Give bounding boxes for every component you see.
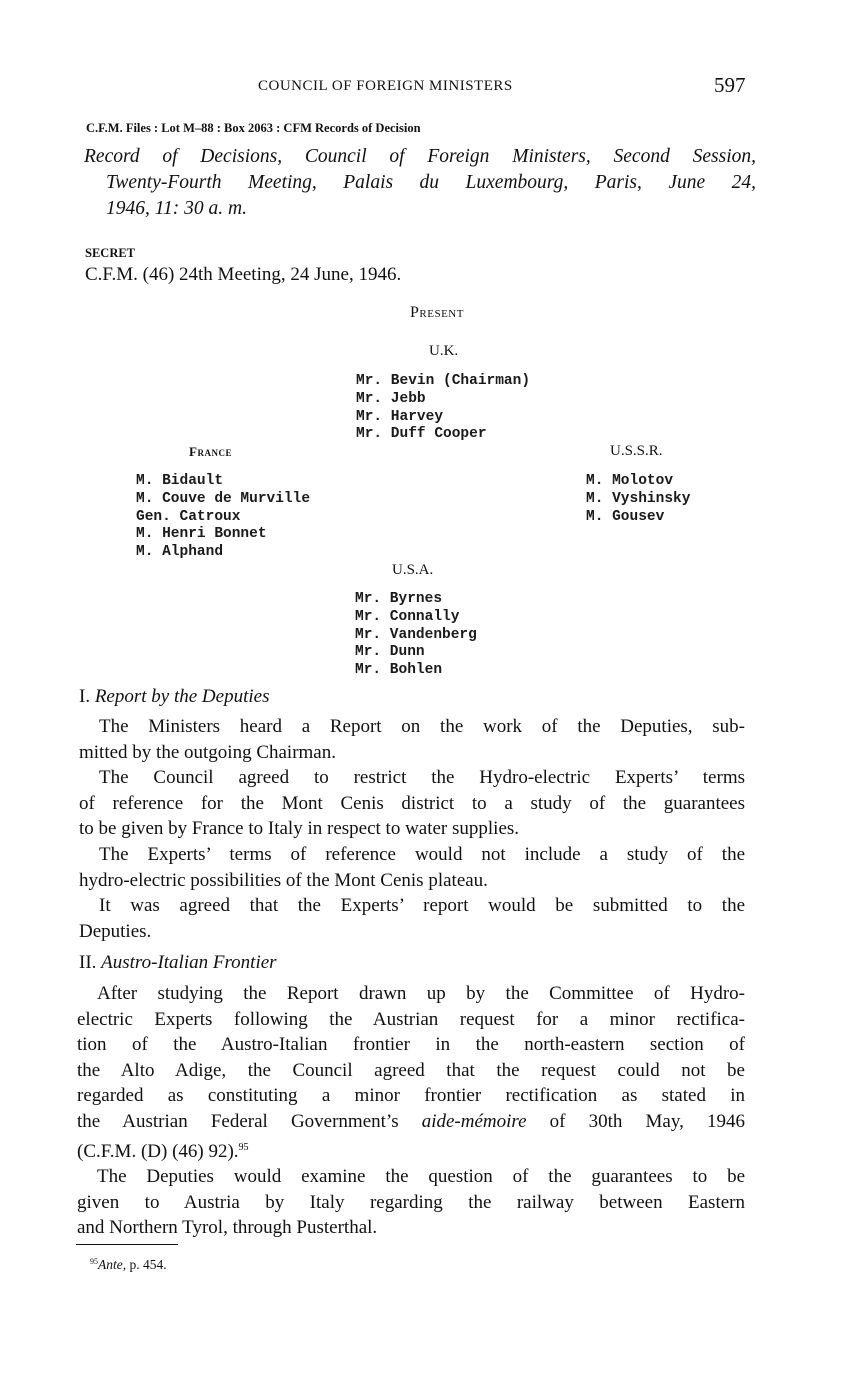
- text-run: of 30th May, 1946: [526, 1110, 745, 1132]
- source-citation: C.F.M. Files : Lot M–88 : Box 2063 : CFM Records of Decision: [86, 121, 421, 135]
- text-line: hydro-electric possibilities of the Mont Cenis plateau.: [79, 869, 488, 891]
- title-line: Record of Decisions, Council of Foreign Ministers, Second Session,: [84, 146, 756, 167]
- paragraph: [79, 714, 745, 765]
- text-line: After studying the Report drawn up by the Committee of Hydro-: [97, 983, 745, 1004]
- delegate-name: M. Couve de Murville: [136, 490, 311, 507]
- uk-members: [356, 373, 530, 444]
- text-line: The Ministers heard a Report on the work of the Deputies, sub-: [99, 716, 745, 737]
- paragraph: [79, 765, 745, 842]
- text-run: (C.F.M. (D) (46) 92).: [77, 1140, 239, 1162]
- text-line: given to Austria by Italy regarding the railway between Eastern: [77, 1191, 745, 1213]
- delegate-name: M. Henri Bonnet: [136, 526, 267, 543]
- uk-heading: U.K.: [429, 343, 459, 359]
- delegate-name: Mr. Connally: [355, 608, 460, 625]
- delegate-name: Mr. Dunn: [355, 644, 425, 661]
- footnote-reference[interactable]: 95: [238, 1141, 249, 1153]
- delegate-name: Mr. Harvey: [356, 408, 444, 425]
- text-line: The Deputies would examine the question of the guarantees to be: [97, 1166, 745, 1188]
- text-line: Deputies.: [79, 920, 152, 942]
- delegate-name: Mr. Duff Cooper: [356, 426, 487, 443]
- text-line: to be given by France to Italy in respect to water supplies.: [79, 818, 520, 840]
- text-line: the Alto Adige, the Council agreed that the request could not be: [77, 1059, 745, 1081]
- delegate-name: Mr. Byrnes: [355, 591, 443, 607]
- section-2-body: [77, 981, 745, 1241]
- section-title: Austro-Italian Frontier: [101, 952, 277, 973]
- text-line: mitted by the outgoing Chairman.: [79, 741, 336, 763]
- france-members: [136, 473, 310, 562]
- text-line: The Council agreed to restrict the Hydro-electric Experts’ terms: [99, 767, 745, 789]
- section-numeral: I.: [79, 686, 91, 707]
- meeting-line: C.F.M. (46) 24th Meeting, 24 June, 1946.: [85, 264, 402, 285]
- delegate-name: M. Alphand: [136, 544, 224, 561]
- paragraph: [79, 893, 745, 944]
- france-heading: France: [189, 444, 232, 459]
- text-line: of reference for the Mont Cenis district to a study of the guarantees: [79, 792, 745, 814]
- document-title: [84, 144, 756, 222]
- title-line: Twenty-Fourth Meeting, Palais du Luxembourg, Paris, June 24,: [106, 172, 756, 193]
- delegate-name: Mr. Vandenberg: [355, 626, 477, 643]
- section-2-heading: [79, 952, 277, 974]
- usa-heading: U.S.A.: [392, 562, 434, 578]
- usa-members: [355, 591, 477, 680]
- delegate-name: M. Vyshinsky: [586, 490, 691, 507]
- section-1-body: [79, 714, 745, 944]
- text-run: the Austrian Federal Government’s: [77, 1110, 422, 1132]
- paragraph: [77, 981, 745, 1164]
- paragraph: [79, 842, 745, 893]
- ussr-members: [586, 473, 690, 526]
- text-line: and Northern Tyrol, through Pusterthal.: [77, 1217, 378, 1239]
- text-line: The Experts’ terms of reference would not include a study of the: [99, 843, 745, 865]
- footnote-marker: 95: [90, 1257, 98, 1266]
- delegate-name: Gen. Catroux: [136, 508, 241, 525]
- delegate-name: Mr. Jebb: [356, 390, 426, 407]
- paragraph: [77, 1164, 745, 1241]
- section-numeral: II.: [79, 952, 97, 973]
- delegate-name: Mr. Bohlen: [355, 662, 443, 679]
- running-title: COUNCIL OF FOREIGN MINISTERS: [258, 78, 513, 94]
- text-line: regarded as constituting a minor frontier rectification as stated in: [77, 1085, 745, 1107]
- delegate-name: M. Bidault: [136, 473, 224, 489]
- footnote: [90, 1257, 167, 1273]
- text-line: tion of the Austro-Italian frontier in the north-eastern section of: [77, 1034, 745, 1056]
- present-heading: Present: [410, 304, 464, 321]
- ussr-heading: U.S.S.R.: [610, 443, 663, 459]
- section-title: Report by the Deputies: [94, 686, 270, 707]
- footnote-text: p. 454.: [126, 1257, 167, 1272]
- text-line: It was agreed that the Experts’ report would be submitted to the: [99, 895, 745, 917]
- footnote-divider: [76, 1244, 178, 1245]
- text-line: electric Experts following the Austrian request for a minor rectifica-: [77, 1008, 745, 1030]
- italic-term: aide-mémoire: [421, 1110, 527, 1132]
- classification-label: SECRET: [85, 246, 136, 260]
- delegate-name: M. Molotov: [586, 473, 674, 489]
- page-number: 597: [714, 73, 746, 97]
- delegate-name: Mr. Bevin (Chairman): [356, 373, 531, 389]
- text-line: [57, 1109, 745, 1135]
- footnote-italic: Ante,: [98, 1257, 127, 1272]
- delegate-name: M. Gousev: [586, 508, 665, 525]
- text-line: [57, 1135, 745, 1165]
- title-line: 1946, 11: 30 a. m.: [106, 198, 248, 219]
- section-1-heading: [79, 686, 269, 708]
